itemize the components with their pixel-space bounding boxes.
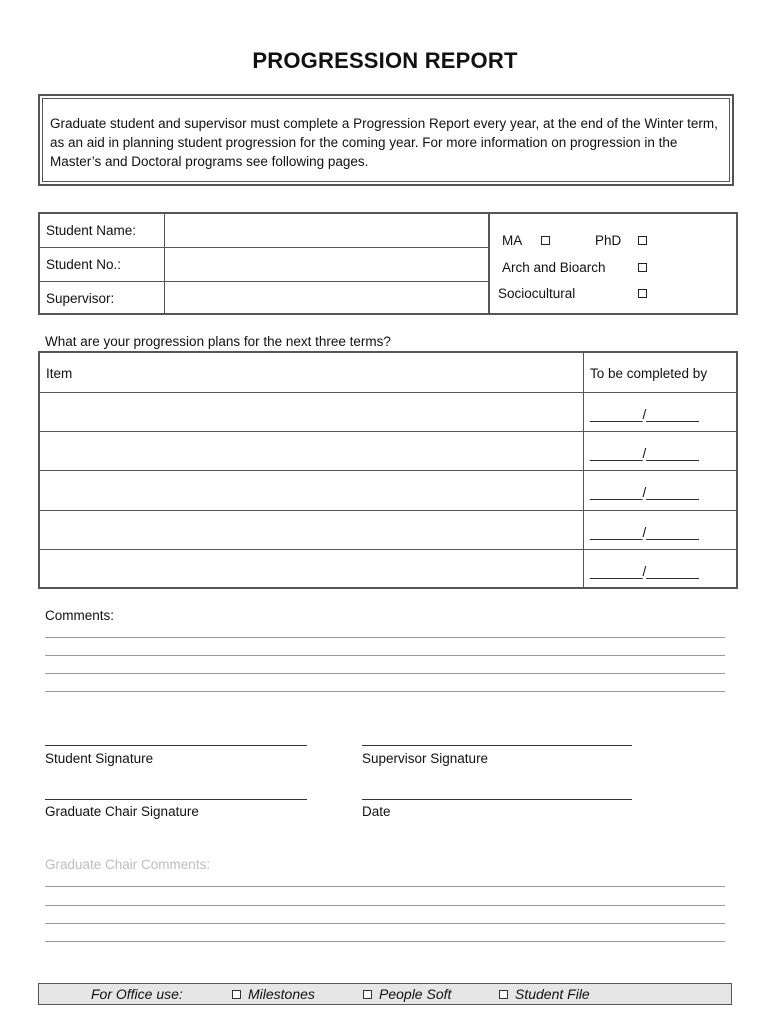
student-info-table [38,212,490,315]
completion-date-blank[interactable]: _______/_______ [590,446,699,461]
column-divider [583,393,584,431]
supervisor-signature-label: Supervisor Signature [362,751,489,766]
table-row[interactable] [40,511,736,550]
program-socio-label: Sociocultural [498,286,576,301]
supervisor-label: Supervisor: [46,291,115,306]
student-name-field[interactable] [164,214,488,247]
chair-signature-label: Graduate Chair Signature [45,804,199,819]
peoplesoft-option[interactable] [363,986,451,1002]
table-header-row [40,353,736,393]
column-divider [583,550,584,587]
chair-comment-line[interactable] [45,905,725,906]
table-row[interactable] [40,550,736,587]
completion-date-blank[interactable]: _______/_______ [590,407,699,422]
student-number-label: Student No.: [46,257,122,272]
chair-comment-line[interactable] [45,923,725,924]
student-name-row [40,214,488,248]
student-file-option[interactable] [499,986,590,1002]
item-column-header: Item [46,366,73,381]
phd-checkbox[interactable] [638,236,647,245]
completed-by-column-header: To be completed by [590,366,708,381]
milestones-option[interactable] [232,986,315,1002]
comment-line[interactable] [45,691,725,692]
instructions-box: Graduate student and supervisor must complete a Progression Report every year, at the end of the Winter term, as an aid in planning student progression for the coming year. For more information on progression in the Master’s and Doctoral programs see following pages. [38,94,734,186]
milestones-checkbox[interactable] [232,990,241,999]
office-use-bar [38,983,732,1005]
table-row[interactable] [40,393,736,432]
program-arch-label: Arch and Bioarch [502,260,606,275]
chair-comment-line[interactable] [45,886,725,887]
column-divider [583,471,584,510]
comment-line[interactable] [45,637,725,638]
comment-line[interactable] [45,673,725,674]
student-signature-line[interactable] [45,745,307,746]
program-ma-label: MA [502,233,523,248]
student-number-field[interactable] [164,248,488,281]
supervisor-signature-line[interactable] [362,745,632,746]
column-divider [583,432,584,470]
chair-comment-line[interactable] [45,941,725,942]
student-signature-label: Student Signature [45,751,154,766]
student-file-checkbox[interactable] [499,990,508,999]
comments-label: Comments: [45,608,115,623]
completion-date-blank[interactable]: _______/_______ [590,564,699,579]
comment-line[interactable] [45,655,725,656]
date-label: Date [362,804,391,819]
student-file-label: Student File [515,986,590,1002]
column-divider [583,511,584,549]
sociocultural-checkbox[interactable] [638,289,647,298]
student-number-row [40,248,488,282]
table-row[interactable] [40,471,736,511]
arch-bioarch-checkbox[interactable] [638,263,647,272]
office-use-label: For Office use: [91,986,183,1002]
student-name-label: Student Name: [46,223,137,238]
program-phd-label: PhD [595,233,622,248]
ma-checkbox[interactable] [541,236,550,245]
peoplesoft-label: People Soft [379,986,452,1002]
table-row[interactable] [40,432,736,471]
column-divider [583,353,584,392]
page-title: PROGRESSION REPORT [252,48,518,73]
date-line[interactable] [362,799,632,800]
program-selection-box [488,212,738,315]
completion-date-blank[interactable]: _______/_______ [590,525,699,540]
completion-date-blank[interactable]: _______/_______ [590,485,699,500]
supervisor-field[interactable] [164,282,488,313]
plans-question: What are your progression plans for the next three terms? [45,334,391,349]
chair-comments-label: Graduate Chair Comments: [45,857,211,872]
chair-signature-line[interactable] [45,799,307,800]
peoplesoft-checkbox[interactable] [363,990,372,999]
milestones-label: Milestones [248,986,315,1002]
progression-plans-table [38,351,738,589]
supervisor-row [40,282,488,313]
